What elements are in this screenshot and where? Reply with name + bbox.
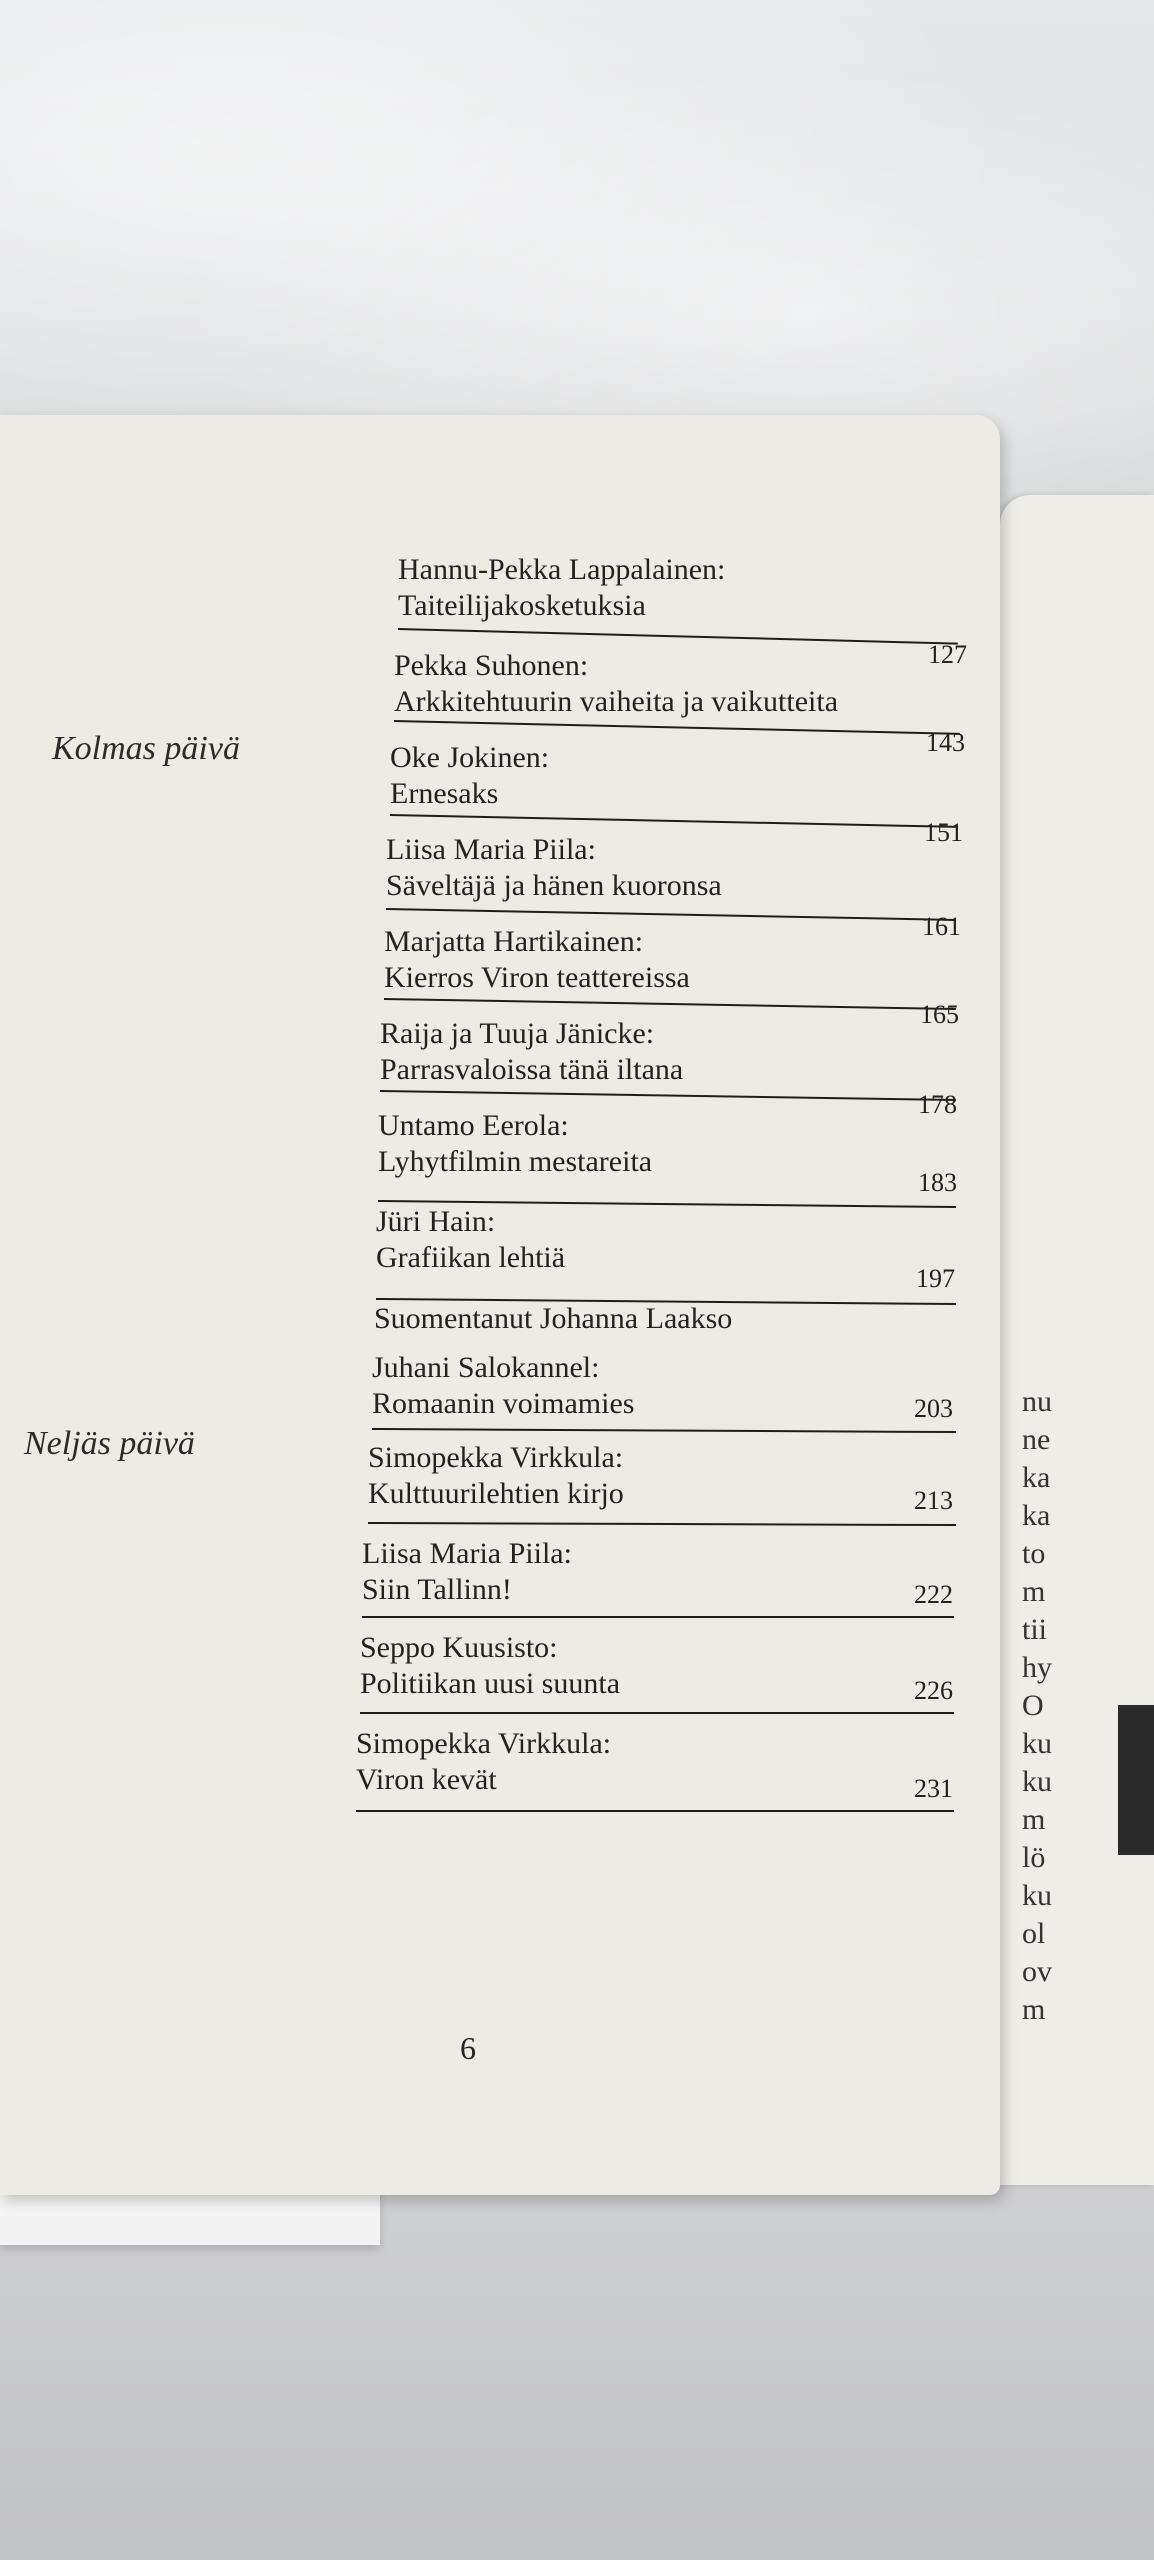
toc-author: Liisa Maria Piila: <box>362 1537 572 1570</box>
right-page-text-fragment: ku <box>1022 1879 1052 1912</box>
right-page-text-fragment: m <box>1022 1803 1046 1836</box>
toc-entry <box>372 1350 992 1422</box>
toc-entry <box>378 1108 998 1180</box>
toc-page-number: 222 <box>914 1580 953 1609</box>
toc-page-number: 203 <box>914 1394 953 1423</box>
toc-entry <box>384 924 1004 996</box>
right-page-text-fragment: hy <box>1022 1651 1052 1684</box>
toc-author: Pekka Suhonen: <box>394 649 589 682</box>
toc-page-number: 143 <box>926 728 965 757</box>
toc-title: Kulttuurilehtien kirjo <box>368 1477 624 1510</box>
toc-entry <box>380 1016 1000 1088</box>
toc-title: Säveltäjä ja hänen kuoronsa <box>386 869 722 902</box>
toc-page-number: 151 <box>924 818 963 847</box>
translator-note: Suomentanut Johanna Laakso <box>374 1302 733 1335</box>
toc-title: Arkkitehtuurin vaiheita ja vaikutteita <box>394 685 839 718</box>
toc-author: Simopekka Virkkula: <box>368 1441 624 1474</box>
toc-author: Seppo Kuusisto: <box>360 1631 558 1664</box>
right-page-text-fragment: ku <box>1022 1765 1052 1798</box>
toc-title: Viron kevät <box>356 1763 497 1796</box>
toc-author: Untamo Eerola: <box>378 1109 569 1142</box>
toc-page-number: 178 <box>918 1090 957 1119</box>
toc-page-number: 161 <box>922 912 961 941</box>
toc-entry <box>390 740 1010 812</box>
toc-page-number: 165 <box>920 1000 959 1029</box>
right-page-text-fragment: nu <box>1022 1385 1052 1418</box>
toc-entry <box>386 832 1006 904</box>
toc-entry <box>368 1440 988 1512</box>
toc-entry <box>360 1630 980 1702</box>
toc-title: Siin Tallinn! <box>362 1573 512 1606</box>
right-page-text-fragment: ov <box>1022 1955 1052 1988</box>
toc-page-number: 127 <box>928 640 967 669</box>
day-label-fourth: Neljäs päivä <box>24 1425 195 1462</box>
toc-author: Raija ja Tuuja Jänicke: <box>380 1017 655 1050</box>
toc-page-number: 231 <box>914 1774 953 1803</box>
right-page-text-fragment: ol <box>1022 1917 1046 1950</box>
toc-title: Parrasvaloissa tänä iltana <box>380 1053 684 1086</box>
toc-author: Jüri Hain: <box>376 1205 496 1238</box>
toc-page-number: 197 <box>916 1264 955 1293</box>
toc-author: Simopekka Virkkula: <box>356 1727 612 1760</box>
toc-entry <box>356 1726 976 1798</box>
toc-author: Liisa Maria Piila: <box>386 833 596 866</box>
toc-title: Romaanin voimamies <box>372 1387 635 1420</box>
right-page-text-fragment: O <box>1022 1689 1044 1722</box>
toc-title: Ernesaks <box>390 777 499 810</box>
toc-title: Grafiikan lehtiä <box>376 1241 566 1274</box>
right-page <box>1000 495 1154 2185</box>
toc-title: Lyhytfilmin mestareita <box>378 1145 653 1178</box>
right-page-text-fragment: ne <box>1022 1423 1051 1456</box>
drop-cap-fragment <box>1118 1705 1154 1855</box>
page-number: 6 <box>460 2030 476 2066</box>
toc-author: Hannu-Pekka Lappalainen: <box>398 553 726 586</box>
toc-page-number: 213 <box>914 1486 953 1515</box>
toc-page-number: 183 <box>918 1168 957 1197</box>
right-page-text-fragment: ka <box>1022 1499 1051 1532</box>
toc-page-number: 226 <box>914 1676 953 1705</box>
toc-rule <box>360 1712 954 1714</box>
toc-rule <box>356 1810 954 1812</box>
right-page-text-fragment: lö <box>1022 1841 1046 1874</box>
right-page-text-fragment: ka <box>1022 1461 1051 1494</box>
toc-title: Taiteilijakosketuksia <box>398 589 646 622</box>
toc-entry <box>398 552 1018 624</box>
toc-author: Juhani Salokannel: <box>372 1351 600 1384</box>
toc-rule <box>362 1616 954 1618</box>
toc-entry <box>394 648 1014 720</box>
right-page-text-fragment: tii <box>1022 1613 1048 1646</box>
toc-author: Oke Jokinen: <box>390 741 550 774</box>
toc-entry <box>362 1536 982 1608</box>
toc-entry <box>376 1204 996 1276</box>
right-page-text-fragment: ku <box>1022 1727 1052 1760</box>
toc-author: Marjatta Hartikainen: <box>384 925 644 958</box>
right-page-text-fragment: to <box>1022 1537 1046 1570</box>
toc-title: Kierros Viron teattereissa <box>384 961 690 994</box>
right-page-text-fragment: m <box>1022 1993 1046 2026</box>
toc-title: Politiikan uusi suunta <box>360 1667 621 1700</box>
day-label-third: Kolmas päivä <box>52 730 240 767</box>
right-page-text-fragment: m <box>1022 1575 1046 1608</box>
